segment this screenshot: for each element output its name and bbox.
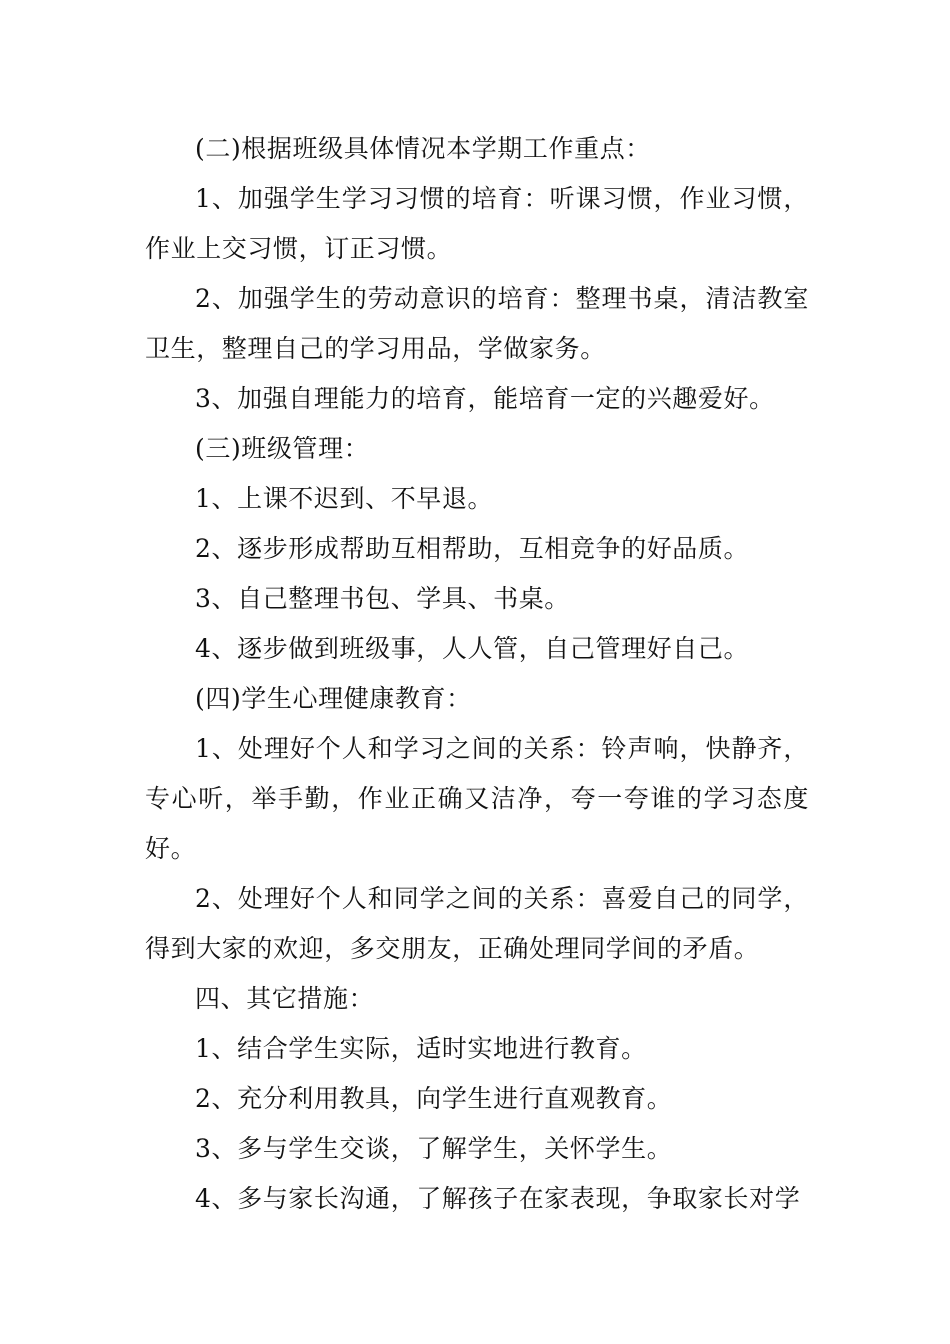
paragraph-parent-communication: 4、多与家长沟通，了解孩子在家表现，争取家长对学 bbox=[195, 1184, 801, 1213]
paragraph-study-relation: 1、处理好个人和学习之间的关系：铃声响，快静齐，专心听，举手勤，作业正确又洁净，夸一夸谁的学习态度好。 bbox=[145, 734, 809, 863]
paragraph-teaching-aids: 2、充分利用教具，向学生进行直观教育。 bbox=[195, 1084, 673, 1113]
paragraph-self-care: 3、加强自理能力的培育，能培育一定的兴趣爱好。 bbox=[195, 384, 775, 413]
paragraph-organize-bag: 3、自己整理书包、学具、书桌。 bbox=[195, 584, 570, 613]
heading-other-measures: 四、其它措施： bbox=[195, 984, 375, 1013]
paragraph-punctuality: 1、上课不迟到、不早退。 bbox=[195, 484, 494, 513]
paragraph-mutual-help: 2、逐步形成帮助互相帮助，互相竞争的好品质。 bbox=[195, 534, 750, 563]
paragraph-labor-awareness: 2、加强学生的劳动意识的培育：整理书桌，清洁教室卫生，整理自己的学习用品，学做家务。 bbox=[145, 284, 809, 363]
paragraph-study-habits: 1、加强学生学习习惯的培育：听课习惯，作业习惯，作业上交习惯，订正习惯。 bbox=[145, 184, 809, 263]
heading-class-management: (三)班级管理： bbox=[195, 434, 370, 463]
paragraph-classmate-relation: 2、处理好个人和同学之间的关系：喜爱自己的同学，得到大家的欢迎，多交朋友，正确处理同学间的矛盾。 bbox=[145, 884, 809, 963]
heading-work-focus: (二)根据班级具体情况本学期工作重点： bbox=[195, 134, 651, 163]
paragraph-class-affairs: 4、逐步做到班级事，人人管，自己管理好自己。 bbox=[195, 634, 750, 663]
paragraph-practical-education: 1、结合学生实际，适时实地进行教育。 bbox=[195, 1034, 647, 1063]
document-body bbox=[145, 124, 809, 1224]
heading-mental-health: (四)学生心理健康教育： bbox=[195, 684, 472, 713]
paragraph-talk-with-students: 3、多与学生交谈，了解学生，关怀学生。 bbox=[195, 1134, 673, 1163]
